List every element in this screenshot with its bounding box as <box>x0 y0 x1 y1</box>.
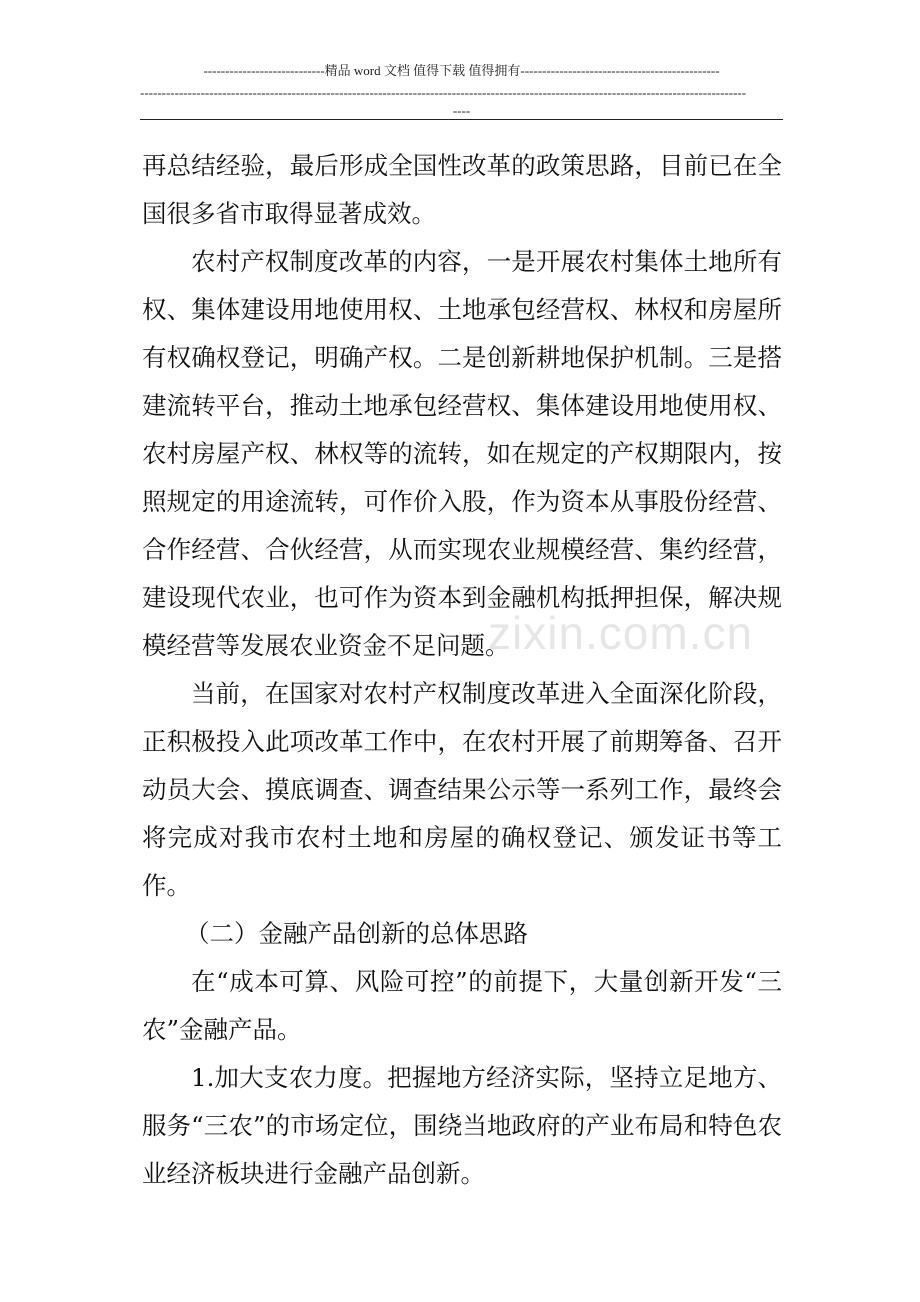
paragraph-5: 1.加大支农力度。把握地方经济实际，坚持立足地方、服务“三农”的市场定位，围绕当地政府的产业布局和特色农业经济板块进行金融产品创新。 <box>142 1063 782 1188</box>
header-dash-line: -------------------------------------------------------------------------------------------------------------------------------------------- <box>140 85 747 100</box>
watermark: zixin.com.cn <box>488 607 754 659</box>
section-heading: （二）金融产品创新的总体思路 <box>185 919 528 948</box>
header-banner-text: ----------------------------精品 word 文档 值得下载 值得拥有---------------------------------------------- <box>203 63 720 78</box>
header-rule <box>140 119 783 120</box>
paragraph-2: 农村产权制度改革的内容，一是开展农村集体土地所有权、集体建设用地使用权、土地承包经营权、林权和房屋所有权确权登记，明确产权。二是创新耕地保护机制。三是搭建流转平台，推动土地承包经营权、集体建设用地使用权、农村房屋产权、林权等的流转，如在规定的产权期限内，按照规定的用途流转，可作价入股，作为资本从事股份经营、合作经营、合伙经营，从而实现农业规模经营、集约经营，建设现代农业，也可作为资本到金融机构抵押担保，解决规模经营等发展农业资金不足问题。 <box>142 247 782 660</box>
page-header <box>140 62 783 120</box>
header-dash-tail: ---- <box>452 103 471 118</box>
document-body <box>142 142 782 1198</box>
paragraph-4: 在“成本可算、风险可控”的前提下，大量创新开发“三农”金融产品。 <box>142 967 782 1044</box>
paragraph-3: 当前，在国家对农村产权制度改革进入全面深化阶段，正积极投入此项改革工作中，在农村开展了前期筹备、召开动员大会、摸底调查、调查结果公示等一系列工作，最终会将完成对我市农村土地和房屋的确权登记、颁发证书等工作。 <box>142 679 782 900</box>
paragraph-1: 再总结经验，最后形成全国性改革的政策思路，目前已在全国很多省市取得显著成效。 <box>142 151 782 228</box>
